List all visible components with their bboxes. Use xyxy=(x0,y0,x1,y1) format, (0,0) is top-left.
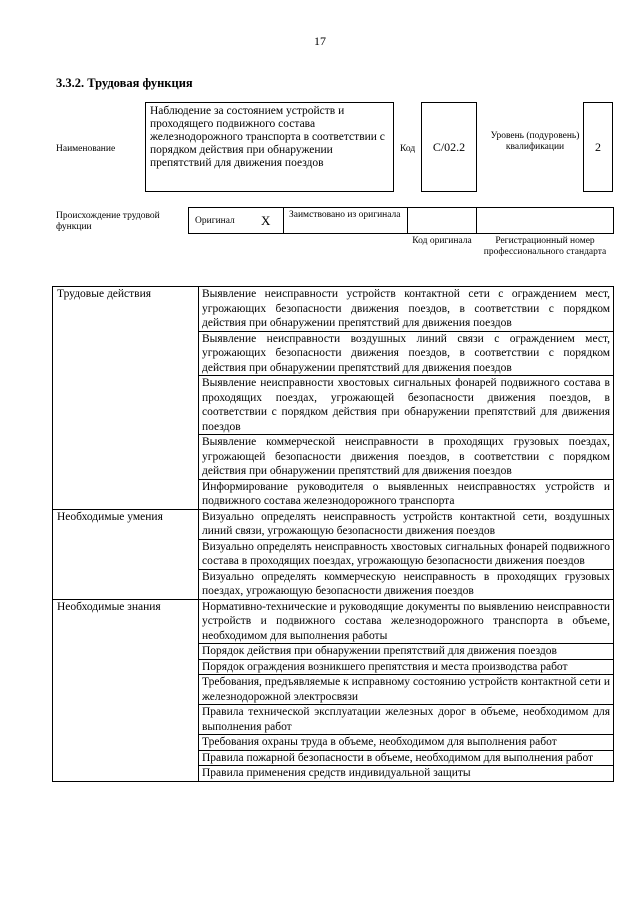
original-mark: X xyxy=(261,213,271,228)
list-item: Нормативно-технические и руководящие документы по выявлению неисправности устройств и подвижного состава железнодорожного транспорта в объеме, необходимом для выполнения работы xyxy=(199,599,614,644)
function-name-box xyxy=(145,102,394,192)
table-row xyxy=(53,599,614,644)
code-value-box xyxy=(421,102,477,192)
original-cell xyxy=(188,207,284,234)
list-item: Информирование руководителя о выявленных неисправностях устройств и подвижного состава железнодорожного транспорта xyxy=(199,479,614,509)
name-label: Наименование xyxy=(56,144,116,154)
original-label: Оригинал xyxy=(195,216,235,226)
list-item: Требования охраны труда в объеме, необходимом для выполнения работ xyxy=(199,735,614,751)
category-cell: Необходимые умения xyxy=(53,509,199,599)
list-item: Порядок действия при обнаружении препятствий для движения поездов xyxy=(199,644,614,660)
list-item: Порядок ограждения возникшего препятствия и места производства работ xyxy=(199,659,614,675)
section-heading: 3.3.2. Трудовая функция xyxy=(56,76,193,90)
borrowed-cell xyxy=(283,207,408,234)
table-row xyxy=(53,287,614,332)
list-item: Правила применения средств индивидуальной защиты xyxy=(199,766,614,782)
level-label: Уровень (подуровень) квалификации xyxy=(490,131,580,152)
list-item: Визуально определять неисправность устройств контактной сети, воздушных линий связи, угрожающую безопасности движения поездов xyxy=(199,509,614,539)
list-item: Визуально определять коммерческую неисправность в проходящих грузовых поездах, угрожающую безопасности движения поездов xyxy=(199,569,614,599)
list-item: Требования, предъявляемые к исправному состоянию устройств контактной сети и железнодорожной электросвязи xyxy=(199,675,614,705)
list-item: Правила технической эксплуатации железных дорог в объеме, необходимом для выполнения работ xyxy=(199,705,614,735)
list-item: Правила пожарной безопасности в объеме, необходимом для выполнения работ xyxy=(199,750,614,766)
borrowed-label: Заимствовано из оригинала xyxy=(289,210,401,220)
list-item: Визуально определять неисправность хвостовых сигнальных фонарей подвижного состава в проходящих поездах, угрожающую безопасности движения поездов xyxy=(199,539,614,569)
code-original-cell xyxy=(407,207,477,234)
code-original-label: Код оригинала xyxy=(412,236,472,246)
code-value: С/02.2 xyxy=(432,139,466,154)
function-name-value: Наблюдение за состоянием устройств и проходящего подвижного состава железнодорожного транспорта в соответствии с порядком действия при обнаружении препятствий для движения поездов xyxy=(150,105,385,169)
page-number: 17 xyxy=(314,34,326,48)
level-value-box xyxy=(583,102,613,192)
reg-number-cell xyxy=(476,207,614,234)
list-item: Выявление неисправности устройств контактной сети с ограждением мест, угрожающих безопасности движения поездов, в соответствии с порядком действия при обнаружении препятствий для движения поездов xyxy=(199,287,614,332)
category-cell: Необходимые знания xyxy=(53,599,199,781)
list-item: Выявление коммерческой неисправности в проходящих грузовых поездах, угрожающей безопасности движения поездов, в соответствии с порядком действия при обнаружении препятствий для движения поездов xyxy=(199,435,614,480)
requirements-table xyxy=(52,286,614,782)
list-item: Выявление неисправности хвостовых сигнальных фонарей подвижного состава в проходящих поездах, угрожающей безопасности движения поездов, в соответствии с порядком действия при обнаружении препятствий для движения поездов xyxy=(199,376,614,435)
list-item: Выявление неисправности воздушных линий связи с ограждением мест, угрожающих безопасности движения поездов, в соответствии с порядком действия при обнаружении препятствий для движения поездов xyxy=(199,331,614,376)
origin-label: Происхождение трудовой функции xyxy=(56,211,160,232)
table-row xyxy=(53,509,614,539)
level-value: 2 xyxy=(595,139,601,154)
category-cell: Трудовые действия xyxy=(53,287,199,510)
reg-number-label: Регистрационный номер профессионального стандарта xyxy=(483,236,607,257)
code-label: Код xyxy=(400,144,416,154)
